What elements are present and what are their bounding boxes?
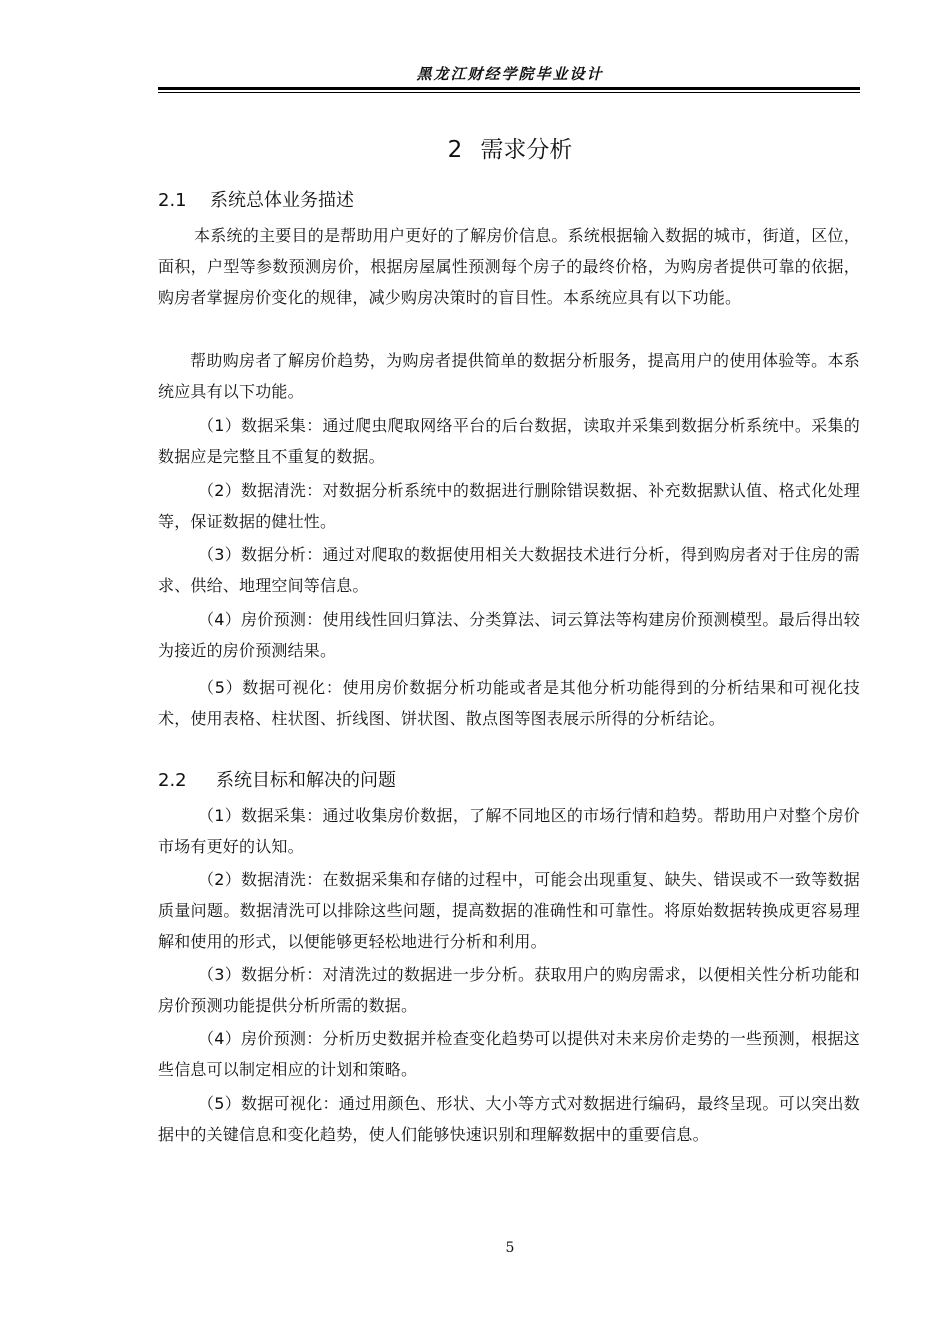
paragraph: （5）数据可视化：使用房价数据分析功能或者是其他分析功能得到的分析结果和可视化技术，使用表格、柱状图、折线图、饼状图、散点图等图表展示所得的分析结论。 [158,678,860,728]
chapter-title [160,134,860,166]
chapter-title-text: 需求分析 [480,137,573,163]
section-number: 2.1 [158,190,187,211]
header-rule-thick [158,87,860,90]
section-heading-2-1 [158,188,860,214]
paragraph: 本系统的主要目的是帮助用户更好的了解房价信息。系统根据输入数据的城市，街道，区位，面积，户型等参数预测房价，根据房屋属性预测每个房子的最终价格，为购房者提供可靠的依据，购房者掌握房价变化的规律，减少购房决策时的盲目性。本系统应具有以下功能。 [158,226,860,307]
section-title-text: 系统目标和解决的问题 [216,770,396,791]
section-title-text: 系统总体业务描述 [210,190,354,211]
paragraph: 帮助购房者了解房价趋势，为购房者提供简单的数据分析服务，提高用户的使用体验等。本系统应具有以下功能。 [158,351,860,401]
chapter-number: 2 [447,137,463,163]
paragraph: （1）数据采集：通过收集房价数据，了解不同地区的市场行情和趋势。帮助用户对整个房价市场有更好的认知。 [158,806,860,856]
header-rule-thin [158,92,860,93]
paragraph: （3）数据分析：通过对爬取的数据使用相关大数据技术进行分析，得到购房者对于住房的需求、供给、地理空间等信息。 [158,545,860,595]
section-number: 2.2 [158,770,187,791]
paragraph: （4）房价预测：使用线性回归算法、分类算法、词云算法等构建房价预测模型。最后得出较为接近的房价预测结果。 [158,610,860,660]
paragraph: （4）房价预测：分析历史数据并检查变化趋势可以提供对未来房价走势的一些预测，根据这些信息可以制定相应的计划和策略。 [158,1029,860,1079]
paragraph: （2）数据清洗：在数据采集和存储的过程中，可能会出现重复、缺失、错误或不一致等数据质量问题。数据清洗可以排除这些问题，提高数据的准确性和可靠性。将原始数据转换成更容易理解和使用的形式，以便能够更轻松地进行分析和利用。 [158,870,860,951]
section-heading-2-2 [158,768,860,794]
paragraph: （1）数据采集：通过爬虫爬取网络平台的后台数据，读取并采集到数据分析系统中。采集的数据应是完整且不重复的数据。 [158,416,860,466]
paragraph: （5）数据可视化：通过用颜色、形状、大小等方式对数据进行编码，最终呈现。可以突出数据中的关键信息和变化趋势，使人们能够快速识别和理解数据中的重要信息。 [158,1094,860,1144]
page-number: 5 [505,1240,515,1256]
paragraph: （3）数据分析：对清洗过的数据进一步分析。获取用户的购房需求，以便相关性分析功能和房价预测功能提供分析所需的数据。 [158,965,860,1015]
page-header-title: 黑龙江财经学院毕业设计 [416,65,604,83]
paragraph: （2）数据清洗：对数据分析系统中的数据进行删除错误数据、补充数据默认值、格式化处理等，保证数据的健壮性。 [158,481,860,531]
